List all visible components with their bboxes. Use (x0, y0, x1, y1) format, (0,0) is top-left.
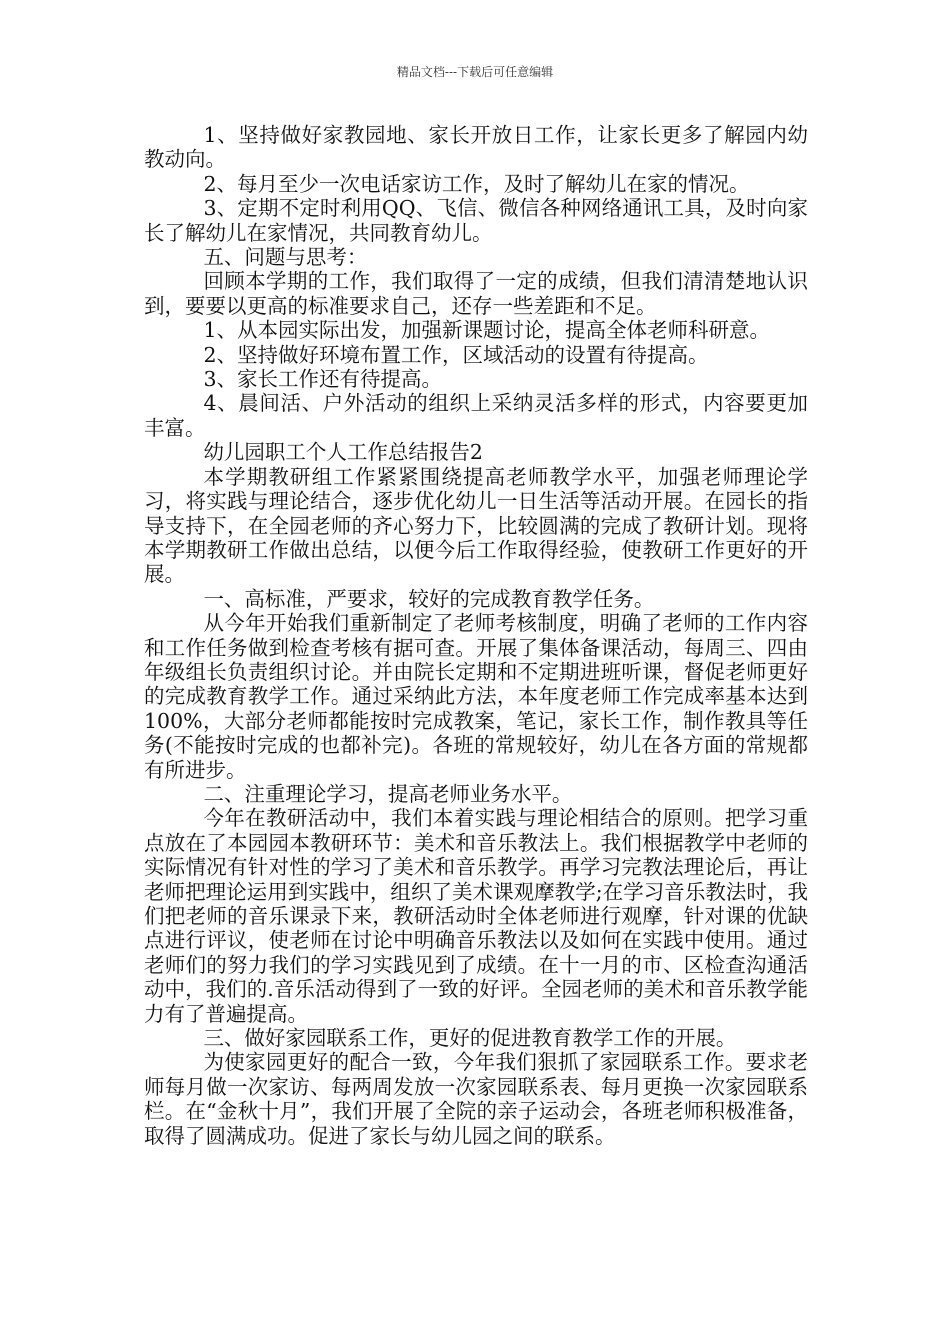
paragraph-2: 2、每月至少一次电话家访工作，及时了解幼儿在家的情况。 (203, 171, 750, 196)
section-heading-2: 二、注重理论学习，提高老师业务水平。 (203, 781, 573, 806)
section-heading-1: 一、高标准，严要求，较好的完成教育教学任务。 (203, 586, 655, 611)
section-heading-5: 五、问题与思考： (203, 245, 368, 270)
page-header: 精品文档---下载后可任意编辑 (396, 65, 554, 79)
paragraph-1: 1、坚持做好家教园地、家长开放日工作，让家长更多了解园内幼教动向。 (144, 123, 808, 172)
paragraph-4: 回顾本学期的工作，我们取得了一定的成绩，但我们清清楚地认识到，要要以更高的标准要求自己，还存一些差距和不足。 (144, 269, 808, 318)
paragraph-8: 4、晨间活、户外活动的组织上采纳灵活多样的形式，内容要更加丰富。 (144, 391, 808, 440)
paragraph-10: 从今年开始我们重新制定了老师考核制度，明确了老师的工作内容和工作任务做到检查考核有据可查。开展了集体备课活动，每周三、四由年级组长负责组织讨论。并由院长定期和不定期进班听课，督促老师更好的完成教育教学工作。通过采纳此方法，本年度老师工作完成率基本达到100%，大部分老师都能按时完成教案，笔记，家长工作，制作教具等任务(不能按时完成的也都补完)。各班的常规较好，幼儿在各方面的常规都有所进步。 (144, 611, 808, 782)
report-title: 幼儿园职工个人工作总结报告2 (203, 440, 483, 465)
section-heading-3: 三、做好家园联系工作，更好的促进教育教学工作的开展。 (203, 1026, 737, 1051)
paragraph-9: 本学期教研组工作紧紧围绕提高老师教学水平，加强老师理论学习，将实践与理论结合，逐步优化幼儿一日生活等活动开展。在园长的指导支持下，在全园老师的齐心努力下，比较圆满的完成了教研计划。现将本学期教研工作做出总结，以便今后工作取得经验，使教研工作更好的开展。 (144, 464, 808, 587)
paragraph-5: 1、从本园实际出发，加强新课题讨论，提高全体老师科研意。 (203, 318, 770, 343)
paragraph-11: 今年在教研活动中，我们本着实践与理论相结合的原则。把学习重点放在了本园园本教研环节：美术和音乐教法上。我们根据教学中老师的实际情况有针对性的学习了美术和音乐教学。再学习完教法理论后，再让老师把理论运用到实践中，组织了美术课观摩教学;在学习音乐教法时，我们把老师的音乐课录下来，教研活动时全体老师进行观摩，针对课的优缺点进行评议，使老师在讨论中明确音乐教法以及如何在实践中使用。通过老师们的努力我们的学习实践见到了成绩。在十一月的市、区检查沟通活动中，我们的.音乐活动得到了一致的好评。全园老师的美术和音乐教学能力有了普遍提高。 (144, 806, 808, 1026)
document-body (144, 123, 808, 1148)
paragraph-3: 3、定期不定时利用QQ、飞信、微信各种网络通讯工具，及时向家长了解幼儿在家情况，共同教育幼儿。 (144, 196, 808, 245)
paragraph-7: 3、家长工作还有待提高。 (203, 367, 442, 392)
paragraph-6: 2、坚持做好环境布置工作，区域活动的设置有待提高。 (203, 342, 709, 367)
paragraph-12: 为使家园更好的配合一致，今年我们狠抓了家园联系工作。要求老师每月做一次家访、每两周发放一次家园联系表、每月更换一次家园联系栏。在“金秋十月”，我们开展了全院的亲子运动会，各班老师积极准备，取得了圆满成功。促进了家长与幼儿园之间的联系。 (144, 1050, 808, 1148)
